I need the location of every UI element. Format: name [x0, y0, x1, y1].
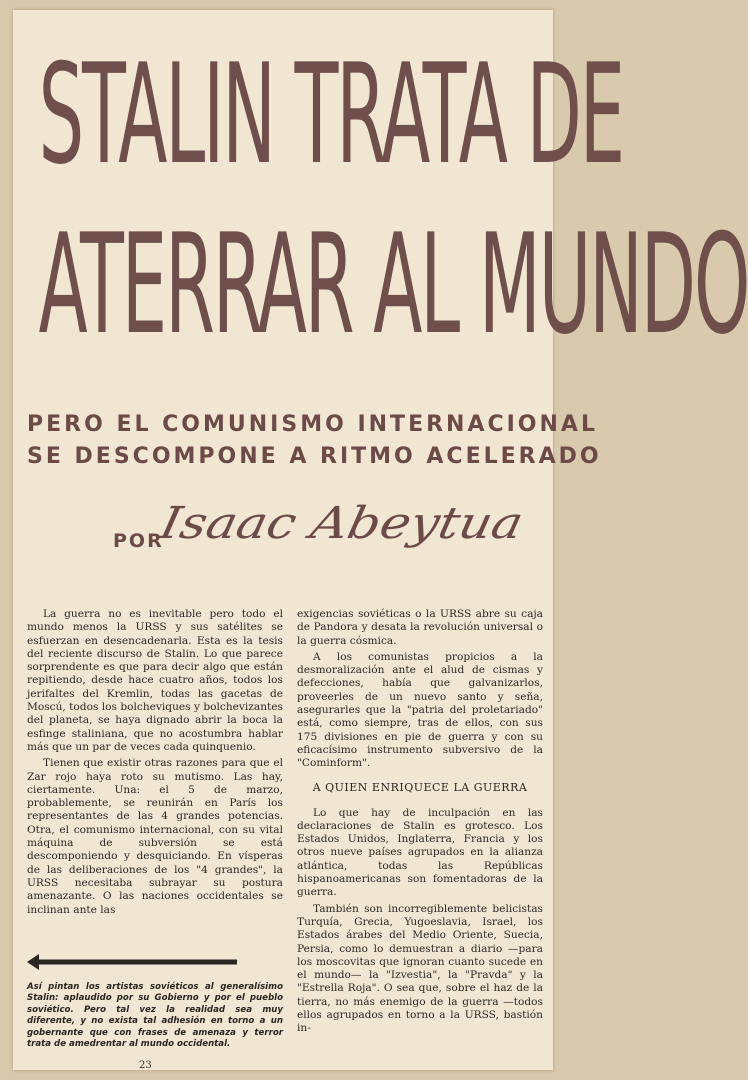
article-paragraph: Tienen que existir otras razones para que el Zar rojo haya roto su mutismo. Las hay, ciertamente. Una: el 5 de marzo, probablemente, se reunirán en París los representantes de las 4 grandes potencias. Otra, el comunismo internacional, con su vital máquina de subversión se está descomponiendo y desquiciando. En vísperas de las deliberaciones de los "4 grandes", la URSS necesitaba subrayar su postura amenazante. O las naciones occidentales se inclinan ante las: [27, 757, 283, 916]
left-arrow-icon: [27, 954, 237, 970]
image-caption: Así pintan los artistas soviéticos al generalísimo Stalin: aplaudido por su Gobierno y por el pueblo soviético. Pero tal vez la realidad sea muy diferente, y no exista tal adhesión en torno a un gobernante que con frases de amenaza y terror trata de amedrentar al mundo occidental.: [27, 982, 283, 1050]
byline-prefix: POR: [113, 530, 164, 552]
subheadline-line-1: PERO EL COMUNISMO INTERNACIONAL: [27, 412, 598, 437]
signature-flourish: [163, 558, 523, 560]
article-paragraph: También son incorregiblemente belicistas Turquía, Grecia, Yugoeslavia, Israel, los Estados árabes del Medio Oriente, Suecia, Persia, como lo demuestran a diario —para los moscovitas que ignoran cuanto sucede en el mundo— la "Izvestia", la "Pravda" y la "Estrella Roja". O sea que, sobre el haz de la tierra, no más enemigo de la guerra —todos ellos agrupados en torno a la URSS, bastión in-: [297, 902, 543, 1035]
article-right-column: [297, 608, 543, 1039]
headline-line-2: ATERRAR AL MUNDO: [38, 204, 748, 365]
article-paragraph: A los comunistas propicios a la desmoralización ante el alud de cismas y defecciones, había que galvanizarlos, proveerles de un nuevo santo y seña, asegurarles que la "patria del proletariado" está, como siempre, tras de ellos, con sus 175 divisiones en pie de guerra y con su eficacísimo instrumento subversivo de la "Cominform".: [297, 650, 543, 770]
article-paragraph: Lo que hay de inculpación en las declaraciones de Stalin es grotesco. Los Estados Unidos, Inglaterra, Francia y los otros nueve países agrupados en la alianza atlántica, todas las Repúblicas hispanoamericanas son fomentadoras de la guerra.: [297, 806, 543, 899]
section-heading: A QUIEN ENRIQUECE LA GUERRA: [312, 780, 528, 794]
article-paragraph: exigencias soviéticas o la URSS abre su caja de Pandora y desata la revolución universal o la guerra cósmica.: [297, 608, 543, 647]
article-paragraph: La guerra no es inevitable pero todo el mundo menos la URSS y sus satélites se esfuerzan en desencadenarla. Esta es la tesis del reciente discurso de Stalin. Lo que parece sorprendente es que para decir algo que están repitiendo, desde hace cuatro años, todos los jerifaltes del Kremlin, todas las gacetas de Moscú, todos los bolcheviques y bolchevizantes del planeta, se haya dignado abrir la boca la esfinge staliniana, que no acostumbra hablar más que un par de veces cada quinquenio.: [27, 608, 283, 753]
page-number: 23: [139, 1060, 152, 1071]
author-signature: Isaac Abeytua: [155, 498, 528, 549]
magazine-page: [13, 10, 748, 1071]
article-left-column: [27, 608, 283, 920]
headline-line-1: STALIN TRATA DE: [38, 34, 624, 195]
subheadline-line-2: SE DESCOMPONE A RITMO ACELERADO: [27, 444, 602, 469]
